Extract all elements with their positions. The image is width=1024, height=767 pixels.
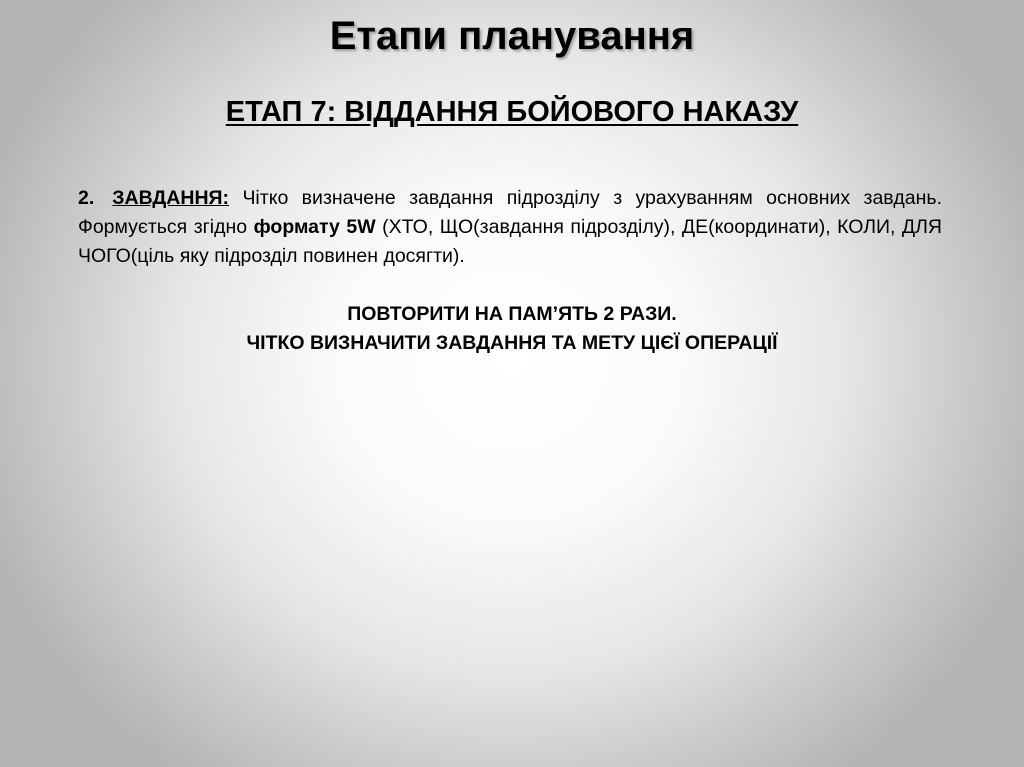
reminder-line-2: ЧІТКО ВИЗНАЧИТИ ЗАВДАННЯ ТА МЕТУ ЦІЄЇ ОПЕРАЦІЇ (246, 332, 778, 354)
reminder-block (0, 300, 1024, 358)
reminder-line-1: ПОВТОРИТИ НА ПАМ’ЯТЬ 2 РАЗИ. (347, 303, 677, 325)
format-term: формату 5W (253, 215, 376, 238)
stage-heading-text: ЕТАП 7: ВІДДАННЯ БОЙОВОГО НАКАЗУ (225, 96, 799, 128)
task-number: 2. (78, 186, 95, 209)
task-text-after-format: (ХТО, ЩО(завдання підрозділу), ДЕ(координати), КОЛИ, ДЛЯ ЧОГО(ціль яку підрозділ повинен досягти). (78, 215, 943, 267)
stage-heading (0, 96, 1024, 129)
task-paragraph (78, 184, 942, 271)
task-label: ЗАВДАННЯ: (112, 186, 230, 209)
task-text-before-format: Чітко визначене завдання підрозділу з урахуванням основних завдань. Формується згідно (78, 186, 942, 238)
slide-title: Етапи планування (329, 14, 695, 58)
